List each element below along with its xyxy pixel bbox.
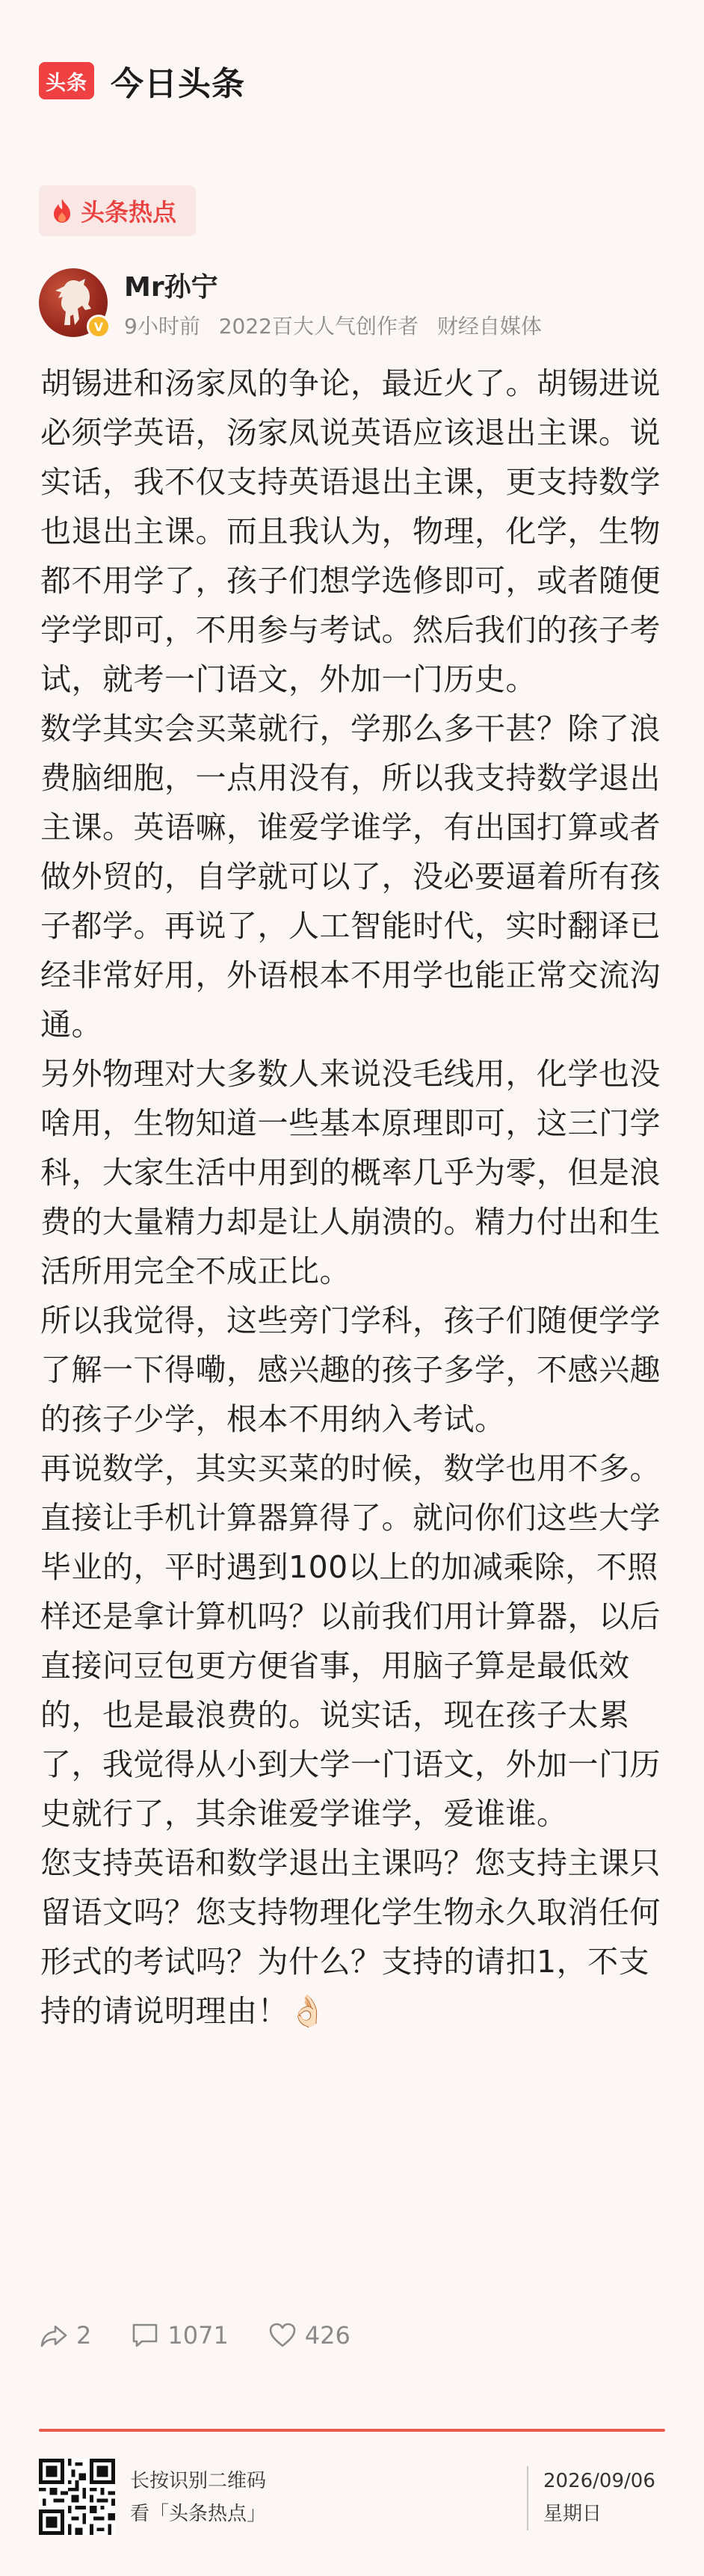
app-header [39,58,245,103]
footer [39,2459,665,2541]
comment-button[interactable] [130,2320,228,2350]
article-paragraph: 再说数学，其实买菜的时候，数学也用不多。直接让手机计算器算得了。就问你们这些大学毕业的，平时遇到100以上的加减乘除，不照样还是拿计算机吗？以前我们用计算器，以后直接问豆包更方便省事，用脑子算是最低效的，也是最浪费的。说实话，现在孩子太累了，我觉得从小到大学一门语文，外加一门历史就行了，其余谁爱学谁学，爱谁谁。 [40,1451,661,1832]
author-title: 2022百大人气创作者 [218,313,419,339]
footer-weekday: 星期日 [543,2503,602,2525]
author-block [39,265,542,340]
article-paragraph: 另外物理对大多数人来说没毛线用，化学也没啥用，生物知道一些基本原理即可，这三门学科，大家生活中用到的概率几乎为零，但是浪费的大量精力却是让人崩溃的。精力付出和生活所用完全不成正比。 [40,1056,661,1289]
qr-code-icon [39,2459,115,2535]
app-name: 今日头条 [111,65,245,103]
flame-icon [51,197,73,224]
footer-date: 2026/09/06 [543,2470,655,2492]
footer-separator [527,2466,528,2530]
footer-qr-text [130,2465,266,2530]
article-paragraph: 胡锡进和汤家凤的争论，最近火了。胡锡进说必须学英语，汤家凤说英语应该退出主课。说实话，我不仅支持英语退出主课，更支持数学也退出主课。而且我认为，物理，化学，生物都不用学了，孩子们想学选修即可，或者随便学学即可，不用参与考试。然后我们的孩子考试，就考一门语文，外加一门历史。 [40,365,661,697]
qr-code[interactable] [39,2459,115,2535]
footer-line-1: 长按识别二维码 [130,2470,267,2492]
footer-date-block [543,2465,655,2530]
article-paragraph: 数学其实会买菜就行，学那么多干甚？除了浪费脑细胞，一点用没有，所以我支持数学退出主课。英语嘛，谁爱学谁学，有出国打算或者做外贸的，自学就可以了，没必要逼着所有孩子都学。再说了，人工智能时代，实时翻译已经非常好用，外语根本不用学也能正常交流沟通。 [40,711,661,1043]
comment-count: 1071 [167,2321,229,2350]
post-time: 9小时前 [124,313,200,339]
share-count: 2 [76,2321,92,2350]
article-body [40,359,661,2036]
article-paragraph: 您支持英语和数学退出主课吗？您支持主课只留语文吗？您支持物理化学生物永久取消任何形式的考试吗？为什么？支持的请扣1，不支持的请说明理由！👌🏻 [40,1845,661,2029]
author-name[interactable]: Mr孙宁 [124,271,218,303]
verified-badge: V [87,315,111,339]
footer-divider [39,2429,665,2432]
share-icon [39,2320,69,2350]
author-category: 财经自媒体 [436,313,542,339]
article-paragraph: 所以我觉得，这些旁门学科，孩子们随便学学了解一下得嘞，感兴趣的孩子多学，不感兴趣的孩子少学，根本不用纳入考试。 [40,1303,661,1437]
avatar[interactable] [39,268,108,337]
footer-line-2: 看「头条热点」 [130,2503,267,2525]
hot-topic-label: 头条热点 [81,198,177,226]
share-button[interactable] [39,2320,91,2350]
comment-icon [130,2320,160,2350]
action-bar [39,2320,389,2350]
like-button[interactable] [268,2320,351,2350]
like-count: 426 [304,2321,351,2350]
author-info [124,266,542,340]
app-logo[interactable]: 头条 [39,62,94,99]
hot-topic-badge[interactable] [39,185,196,236]
author-meta [124,310,542,340]
heart-icon [268,2320,297,2350]
